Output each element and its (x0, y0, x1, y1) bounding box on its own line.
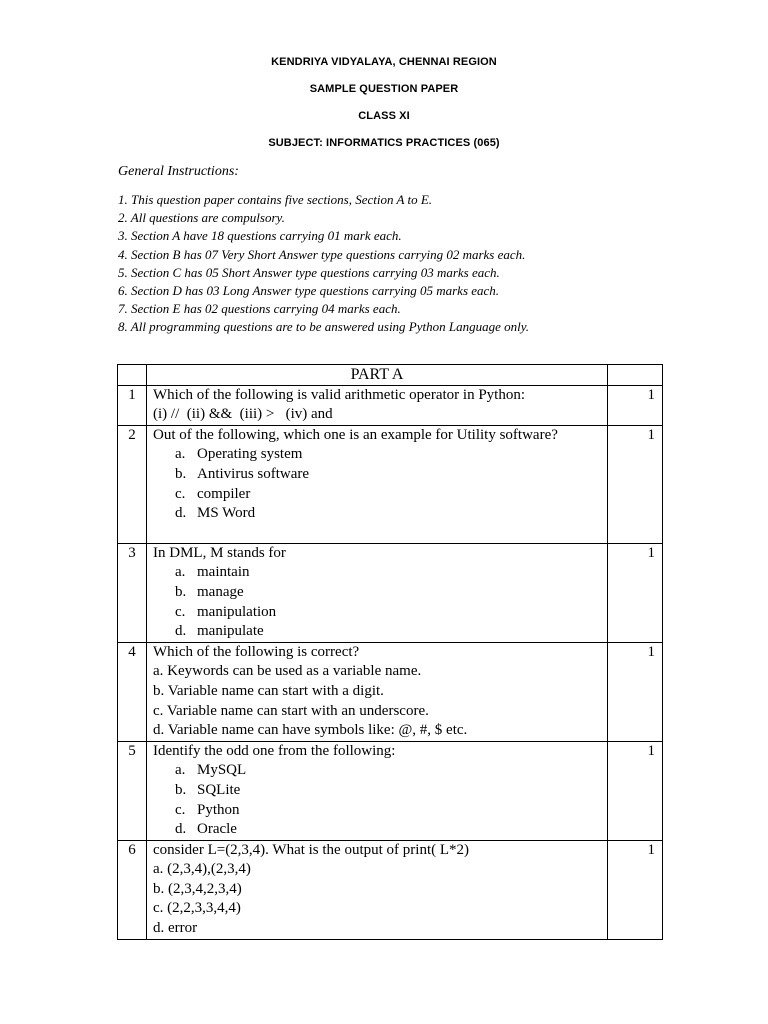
option-list (153, 563, 607, 641)
question-number: 3 (118, 543, 147, 642)
option-letter: b. (175, 781, 187, 798)
option-text: Operating system (197, 446, 303, 463)
instruction-item: 7. Section E has 02 questions carrying 04 marks each. (118, 301, 401, 317)
question-marks: 1 (608, 741, 663, 840)
option-item (175, 445, 607, 465)
option-text: Oracle (197, 821, 237, 838)
instruction-item: 2. All questions are compulsory. (118, 210, 285, 226)
question-body (147, 425, 608, 543)
choice-line: b. Variable name can start with a digit. (153, 682, 384, 699)
question-number: 1 (118, 385, 147, 425)
paper-title: SAMPLE QUESTION PAPER (309, 83, 459, 95)
question-text: Which of the following is correct? (153, 643, 360, 660)
option-text: MS Word (197, 505, 256, 522)
question-row (118, 642, 663, 741)
choice-line: c. (2,2,3,3,4,4) (153, 900, 241, 917)
question-marks: 1 (608, 840, 663, 939)
option-letter: b. (175, 465, 187, 482)
instruction-item: 8. All programming questions are to be answered using Python Language only. (118, 319, 530, 335)
option-text: maintain (197, 564, 250, 581)
question-number: 5 (118, 741, 147, 840)
question-marks: 1 (608, 642, 663, 741)
option-text: manipulate (197, 623, 264, 640)
option-letter: a. (175, 762, 186, 779)
option-item (175, 465, 607, 485)
question-text: In DML, M stands for (153, 544, 286, 561)
option-text: Python (197, 801, 240, 818)
option-letter: b. (175, 583, 187, 600)
question-text: Which of the following is valid arithmetic operator in Python: (153, 386, 526, 403)
option-item (175, 504, 607, 524)
option-letter: d. (175, 623, 187, 640)
option-item (175, 761, 607, 781)
instructions-title: General Instructions: (118, 164, 239, 179)
question-text: consider L=(2,3,4). What is the output of print( L*2) (153, 841, 470, 858)
option-letter: a. (175, 564, 186, 581)
question-row (118, 385, 663, 425)
question-body (147, 840, 608, 939)
choice-line: a. Keywords can be used as a variable name. (153, 663, 422, 680)
choice-line: c. Variable name can start with an underscore. (153, 702, 429, 719)
question-body (147, 543, 608, 642)
question-text: Out of the following, which one is an example for Utility software? (153, 426, 558, 443)
question-body (147, 741, 608, 840)
option-letter: c. (175, 485, 186, 502)
option-item (175, 563, 607, 583)
option-letter: c. (175, 801, 186, 818)
class-label: CLASS XI (358, 110, 410, 122)
instruction-item: 1. This question paper contains five sections, Section A to E. (118, 192, 433, 207)
choice-line: b. (2,3,4,2,3,4) (153, 880, 242, 897)
question-subtext: (i) // (ii) && (iii) > (iv) and (153, 406, 333, 423)
option-letter: d. (175, 821, 187, 838)
option-item (175, 781, 607, 801)
option-item (175, 485, 607, 505)
question-number: 4 (118, 642, 147, 741)
question-row (118, 543, 663, 642)
question-marks: 1 (608, 425, 663, 543)
question-marks: 1 (608, 543, 663, 642)
school-name: KENDRIYA VIDYALAYA, CHENNAI REGION (271, 56, 497, 68)
choice-line: d. error (153, 920, 198, 937)
option-list (153, 761, 607, 839)
question-row (118, 425, 663, 543)
option-letter: d. (175, 505, 187, 522)
instruction-item: 4. Section B has 07 Very Short Answer type questions carrying 02 marks each. (118, 246, 526, 262)
instruction-item: 5. Section C has 05 Short Answer type questions carrying 03 marks each. (118, 264, 500, 280)
option-text: MySQL (197, 762, 247, 779)
subject-label: SUBJECT: INFORMATICS PRACTICES (065) (268, 137, 500, 149)
option-letter: c. (175, 603, 186, 620)
option-text: manipulation (197, 603, 277, 620)
option-item (175, 603, 607, 623)
question-row (118, 741, 663, 840)
question-marks: 1 (608, 385, 663, 425)
instruction-item: 6. Section D has 03 Long Answer type questions carrying 05 marks each. (118, 283, 500, 299)
part-a-header-row (118, 365, 663, 386)
option-item (175, 801, 607, 821)
option-letter: a. (175, 446, 186, 463)
question-body (147, 385, 608, 425)
question-number: 6 (118, 840, 147, 939)
question-text: Identify the odd one from the following: (153, 742, 396, 759)
instruction-item: 3. Section A have 18 questions carrying 01 mark each. (118, 228, 402, 244)
part-a-table (117, 364, 663, 940)
option-item (175, 622, 607, 642)
instructions-list (118, 191, 529, 337)
choice-line: a. (2,3,4),(2,3,4) (153, 861, 251, 878)
option-item (175, 820, 607, 840)
question-body (147, 642, 608, 741)
option-text: manage (197, 583, 244, 600)
option-item (175, 583, 607, 603)
option-text: SQLite (197, 781, 241, 798)
question-row (118, 840, 663, 939)
option-text: Antivirus software (197, 465, 310, 482)
question-number: 2 (118, 425, 147, 543)
option-text: compiler (197, 485, 251, 502)
choice-line: d. Variable name can have symbols like: @, #, $ etc. (153, 722, 468, 739)
part-a-title: PART A (147, 365, 608, 386)
option-list (153, 445, 607, 523)
